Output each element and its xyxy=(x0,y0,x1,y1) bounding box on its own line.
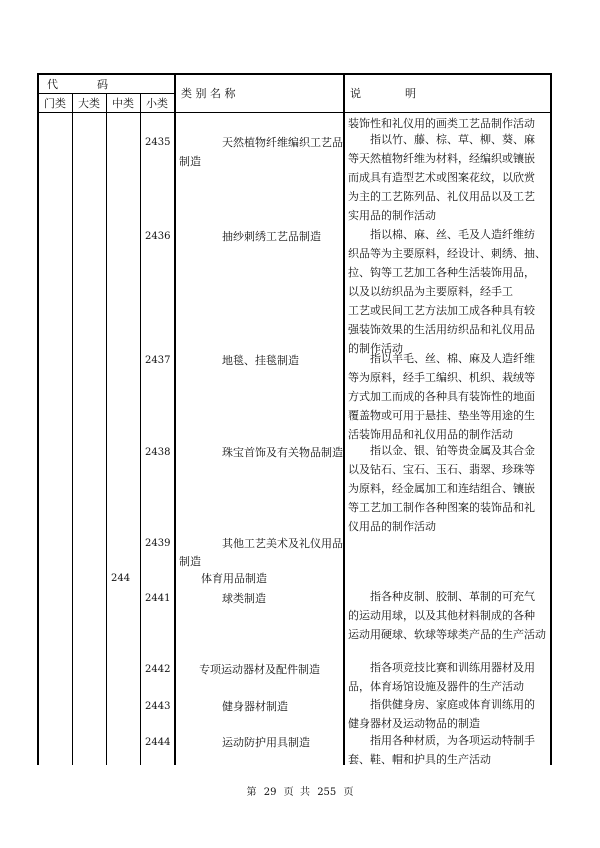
header-bottom-border xyxy=(38,112,551,113)
desc-line: 指用各种材质，为各项运动特制手 xyxy=(370,734,535,747)
header-code-label-2: 码 xyxy=(97,78,108,91)
desc-line: 为主的工艺陈列品、礼仪用品以及工艺 xyxy=(348,190,535,203)
footer-prefix: 第 xyxy=(246,787,257,798)
table-right-border xyxy=(550,73,552,765)
desc-line: 织品等为主要原料，经设计、刺绣、抽、 xyxy=(348,247,546,260)
name-2435-line1: 天然植物纤维编织工艺品 xyxy=(222,136,343,149)
desc-line: 指以竹、藤、棕、草、柳、葵、麻 xyxy=(370,133,535,146)
col-divider-xiao xyxy=(174,73,176,765)
desc-line: 活装饰用品和礼仪用品的制作活动 xyxy=(348,428,513,441)
header-col-da: 大类 xyxy=(78,97,100,110)
name-244: 体育用品制造 xyxy=(201,572,267,585)
code-2439: 2439 xyxy=(145,538,171,549)
desc-line: 指供健身房、家庭或体育训练用的 xyxy=(370,698,535,711)
col-divider-men xyxy=(72,93,73,765)
name-2439-line2: 制造 xyxy=(179,555,201,568)
code-2437: 2437 xyxy=(145,355,171,366)
desc-line: 指以棉、麻、丝、毛及人造纤维纺 xyxy=(370,228,535,241)
col-divider-name xyxy=(343,73,345,765)
code-2443: 2443 xyxy=(145,701,171,712)
code-2441: 2441 xyxy=(145,593,171,604)
header-col-xiao: 小类 xyxy=(146,97,168,110)
footer-mid: 页 共 xyxy=(283,787,310,798)
page-footer xyxy=(0,787,600,799)
desc-line: 仪用品的制作活动 xyxy=(348,520,436,533)
table-top-border xyxy=(37,73,551,75)
footer-total-pages: 255 xyxy=(317,787,337,798)
name-2441: 球类制造 xyxy=(222,592,266,605)
name-2436: 抽纱刺绣工艺品制造 xyxy=(222,230,321,243)
desc-line: 的制作活动 xyxy=(348,342,403,355)
desc-line: 运动用硬球、软球等球类产品的生产活动 xyxy=(348,628,546,641)
desc-2441 xyxy=(348,587,548,644)
desc-line: 等天然植物纤维为材料，经编织或镶嵌 xyxy=(348,152,535,165)
footer-suffix: 页 xyxy=(343,787,354,798)
header-code-label-1: 代 xyxy=(47,78,58,91)
desc-line: 的运动用球，以及其他材料制成的各种 xyxy=(348,609,535,622)
col-divider-da xyxy=(106,93,107,765)
code-2442: 2442 xyxy=(145,664,171,675)
desc-2443 xyxy=(348,695,548,733)
desc-line: 为原料，经金属加工和连结组合、镶嵌 xyxy=(348,482,535,495)
desc-line: 以及以纺织品为主要原料，经手工 xyxy=(348,285,513,298)
code-2438: 2438 xyxy=(145,447,171,458)
desc-line: 等工艺加工制作各种图案的装饰品和礼 xyxy=(348,501,535,514)
desc-2444 xyxy=(348,731,548,769)
col-divider-zhong xyxy=(140,93,141,765)
desc-line: 指各种皮制、胶制、革制的可充气 xyxy=(370,590,535,603)
code-2444: 2444 xyxy=(145,737,171,748)
desc-line: 实用品的制作活动 xyxy=(348,209,436,222)
desc-line: 健身器材及运动物品的制造 xyxy=(348,717,480,730)
desc-line: 而成具有造型艺术或图案花纹，以欣赏 xyxy=(348,171,535,184)
footer-page-number: 29 xyxy=(263,787,277,798)
code-2435: 2435 xyxy=(145,137,171,148)
desc-line: 等为原料，经手工编织、机织、栽绒等 xyxy=(348,371,535,384)
desc-line: 以及钻石、宝石、玉石、翡翠、珍珠等 xyxy=(348,463,535,476)
continued-description: 装饰性和礼仪用的画类工艺品制作活动 xyxy=(348,117,535,130)
desc-2438 xyxy=(348,441,548,536)
desc-2437 xyxy=(348,349,548,444)
name-2442: 专项运动器材及配件制造 xyxy=(199,663,320,676)
name-2437: 地毯、挂毯制造 xyxy=(222,354,299,367)
desc-2436 xyxy=(348,225,548,358)
header-col-zhong: 中类 xyxy=(112,97,134,110)
desc-line: 品，体育场馆设施及器件的生产活动 xyxy=(348,680,524,693)
header-col-desc-1: 说 xyxy=(350,87,361,100)
header-col-men: 门类 xyxy=(44,97,66,110)
name-2439-line1: 其他工艺美术及礼仪用品 xyxy=(222,537,343,550)
name-2435-line2: 制造 xyxy=(179,155,201,168)
name-2438: 珠宝首饰及有关物品制造 xyxy=(222,446,343,459)
code-244: 244 xyxy=(111,573,131,584)
desc-2442 xyxy=(348,658,548,696)
header-col-name: 类 别 名 称 xyxy=(181,87,236,100)
desc-line: 工艺或民间工艺方法加工成各种具有较 xyxy=(348,304,535,317)
desc-line: 套、鞋、帽和护具的生产活动 xyxy=(348,753,491,766)
desc-line: 覆盖物或可用于悬挂、垫坐等用途的生 xyxy=(348,409,535,422)
code-2436: 2436 xyxy=(145,231,171,242)
table-left-border xyxy=(37,73,39,765)
desc-line: 拉、钩等工艺加工各种生活装饰用品， xyxy=(348,266,535,279)
header-col-desc-2: 明 xyxy=(405,87,416,100)
name-2443: 健身器材制造 xyxy=(222,700,288,713)
desc-line: 指以羊毛、丝、棉、麻及人造纤维 xyxy=(370,352,535,365)
name-2444: 运动防护用具制造 xyxy=(222,736,310,749)
desc-line: 指各项竞技比赛和训练用器材及用 xyxy=(370,661,535,674)
desc-2435 xyxy=(348,130,548,225)
desc-line: 强装饰效果的生活用纺织品和礼仪用品 xyxy=(348,323,535,336)
desc-line: 指以金、银、铂等贵金属及其合金 xyxy=(370,444,535,457)
desc-line: 方式加工而成的各种具有装饰性的地面 xyxy=(348,390,535,403)
